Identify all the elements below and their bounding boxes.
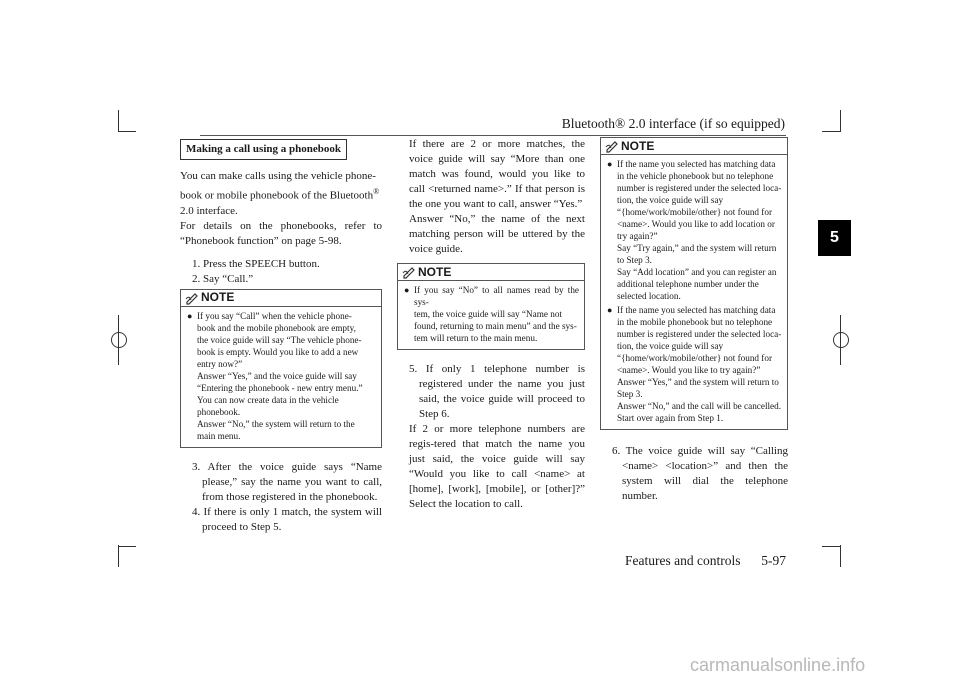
step-1: 1. Press the SPEECH button.	[192, 257, 320, 270]
note-box	[600, 137, 788, 430]
note-line: try again?”	[617, 231, 658, 241]
note-label: NOTE	[201, 290, 235, 305]
note-line: Say “Try again,” and the system will return	[617, 243, 777, 253]
note-box	[180, 289, 382, 448]
note-line: the voice guide will say “The vehicle phone-	[197, 334, 362, 345]
note-line: “{home/work/mobile/other} not found for	[617, 207, 773, 217]
note-header	[601, 138, 787, 155]
crop-mark	[840, 110, 841, 132]
crop-mark	[118, 546, 136, 547]
registration-mark-icon	[833, 332, 849, 348]
note-line: found, returning to main menu” and the sys-	[414, 321, 577, 331]
note-line: number is registered under the selected loca-	[617, 329, 782, 339]
note-line: You can now create data in the vehicle	[197, 394, 339, 405]
watermark: carmanualsonline.info	[690, 655, 866, 675]
bullet-icon: ●	[607, 305, 613, 315]
note-line: Answer “Yes,” and the system will return to	[617, 377, 779, 387]
step-4: 4. If there is only 1 match, the system will proceed to Step 5.	[192, 505, 382, 533]
note-box	[397, 263, 585, 350]
crop-mark	[822, 131, 840, 132]
note-line: book and the mobile phonebook are empty,	[197, 322, 356, 333]
step-5: 5. If only 1 telephone number is registered under the name you just said, the voice guide will proceed to Step 6.	[409, 363, 585, 420]
note-line: tion, the voice guide will say	[617, 195, 724, 205]
page-footer	[560, 553, 786, 569]
note-line: phonebook.	[197, 406, 241, 417]
note-label: NOTE	[621, 138, 655, 153]
note-line: to Step 3.	[617, 255, 652, 265]
intro-text: book or mobile phonebook of the Bluetooth	[180, 189, 374, 202]
note-line: “Entering the phonebook - new entry menu.”	[197, 382, 363, 393]
step-6: 6. The voice guide will say “Calling <name> <location>” and then the system will dial the telephone number.	[612, 445, 788, 502]
page-header-title: Bluetooth® 2.0 interface (if so equipped)	[561, 116, 785, 131]
intro-text: For details on the phonebooks, refer to “Phonebook function” on page 5-98.	[180, 219, 382, 247]
note-line: <name>. Would you like to try again?”	[617, 365, 761, 375]
note-line: If you say “Call” when the vehicle phone-	[197, 310, 352, 321]
note-header	[398, 264, 584, 281]
note-line: in the vehicle phonebook but no telephone	[617, 171, 774, 181]
step-5-continued: If 2 or more telephone numbers are regis-tered that match the name you just said, the voice guide will say “Would you like to call <name> at [home], [work], [mobile], or [other]?” Select the location to call.	[409, 423, 585, 510]
note-line: If you say “No” to all names read by the sys-	[414, 285, 579, 307]
note-line: number is registered under the selected loca-	[617, 183, 782, 193]
note-line: If the name you selected has matching data	[617, 305, 776, 315]
bullet-icon: ●	[404, 285, 410, 295]
chapter-tab: 5	[818, 220, 851, 256]
section-heading: Making a call using a phonebook	[180, 139, 347, 160]
bullet-icon: ●	[607, 159, 613, 169]
note-line: Start over again from Step 1.	[617, 413, 724, 423]
header-rule	[200, 135, 786, 136]
note-line: tion, the voice guide will say	[617, 341, 724, 351]
crop-mark	[118, 545, 119, 567]
note-line: in the mobile phonebook but no telephone	[617, 317, 773, 327]
pencil-icon	[185, 291, 199, 305]
paragraph: Answer “No,” the name of the next matching person will be uttered by the voice guide.	[409, 213, 585, 255]
step-3: 3. After the voice guide says “Name please,” say the name you want to call, from those registered in the phonebook.	[192, 460, 382, 503]
middle-column	[397, 137, 585, 512]
intro-text: You can make calls using the vehicle phone-	[180, 170, 376, 182]
page-number: 5-97	[761, 553, 786, 568]
pencil-icon	[402, 265, 416, 279]
crop-mark	[118, 131, 136, 132]
crop-mark	[118, 110, 119, 132]
crop-mark	[822, 546, 840, 547]
note-line: selected location.	[617, 291, 681, 301]
right-column	[600, 137, 788, 504]
note-line: “{home/work/mobile/other} not found for	[617, 353, 773, 363]
note-line: additional telephone number under the	[617, 279, 759, 289]
registered-mark: ®	[373, 187, 380, 196]
bullet-icon: ●	[187, 310, 193, 321]
note-line: <name>. Would you like to add location or	[617, 219, 775, 229]
intro-text: 2.0 interface.	[180, 204, 238, 217]
note-header	[181, 290, 381, 307]
note-line: book is empty. Would you like to add a new	[197, 346, 359, 357]
note-line: tem, the voice guide will say “Name not	[414, 309, 562, 319]
note-line: Answer “No,” and the call will be cancelled.	[617, 401, 782, 411]
registration-mark-icon	[111, 332, 127, 348]
pencil-icon	[605, 139, 619, 153]
paragraph: If there are 2 or more matches, the voice guide will say “More than one match was found, would you like to call <returned name>.” If that person is the one you want to call, answer “Yes.”	[409, 138, 585, 210]
note-line: Answer “Yes,” and the voice guide will say	[197, 370, 357, 381]
note-label: NOTE	[418, 264, 452, 279]
note-line: Answer “No,” the system will return to the	[197, 418, 355, 429]
footer-section: Features and controls	[625, 553, 741, 568]
step-2: 2. Say “Call.”	[192, 272, 254, 285]
note-line: Step 3.	[617, 389, 643, 399]
note-line: main menu.	[197, 430, 241, 441]
note-line: entry now?”	[197, 358, 243, 369]
note-line: tem will return to the main menu.	[414, 333, 538, 343]
note-line: If the name you selected has matching data	[617, 159, 776, 169]
left-column	[180, 139, 382, 535]
note-line: Say “Add location” and you can register an	[617, 267, 777, 277]
crop-mark	[840, 545, 841, 567]
